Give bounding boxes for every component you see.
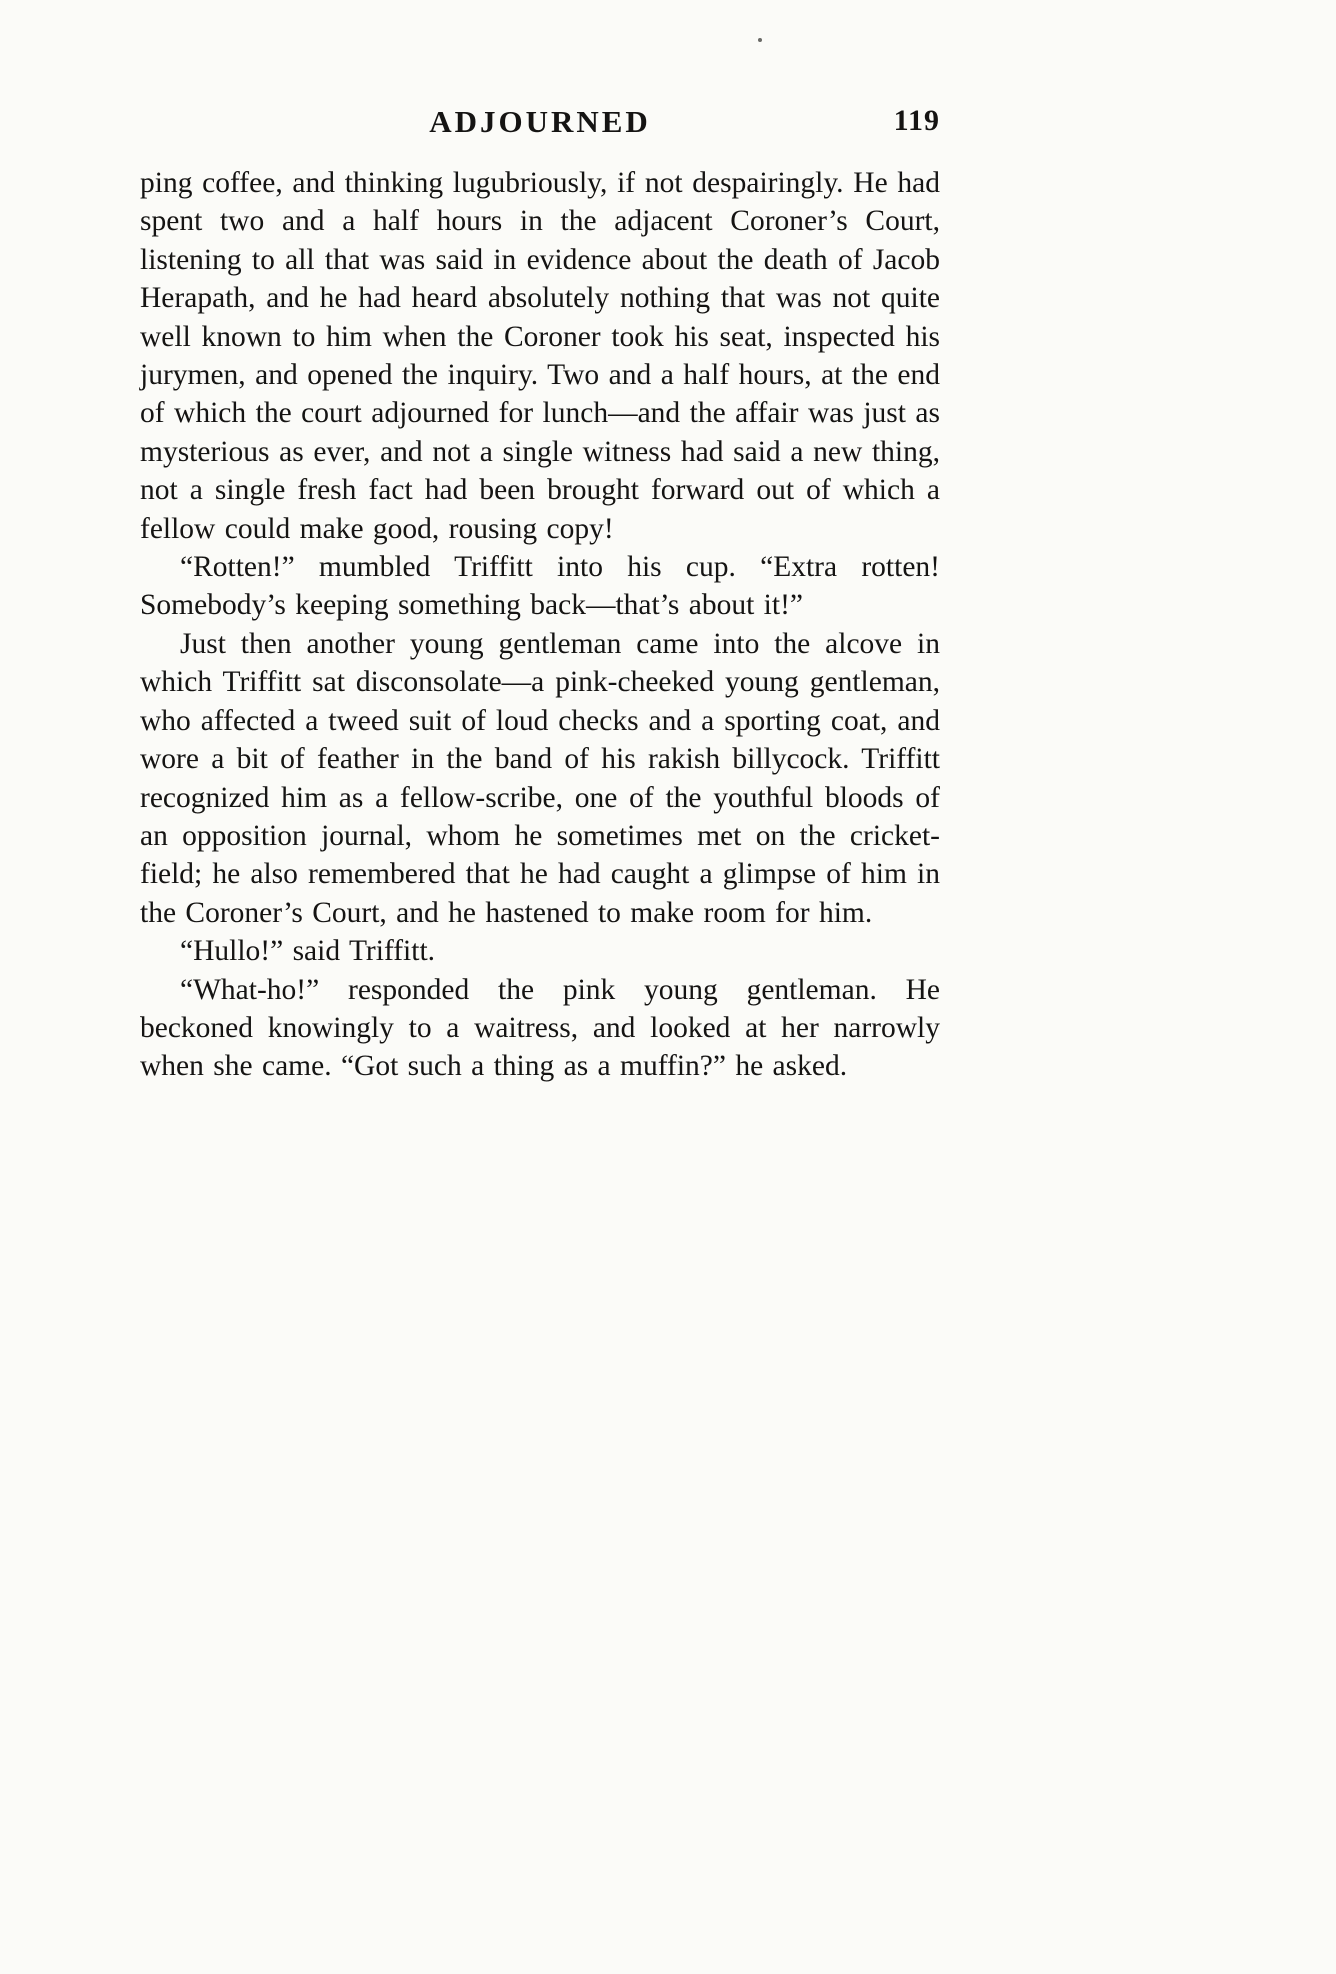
chapter-title: ADJOURNED	[429, 104, 651, 139]
paragraph: Just then another young gentleman came into the alcove in which Triffitt sat disconsolate—a pink-cheeked young gentleman, who affected a tweed suit of loud checks and a sporting coat, and wore a bit of feather in the band of his rakish billycock. Triffitt recognized him as a fellow-scribe, one of the youthful bloods of an opposition journal, whom he sometimes met on the cricket-field; he also remembered that he had caught a glimpse of him in the Coroner’s Court, and he hastened to make room for him.	[140, 627, 940, 929]
paragraph: “Rotten!” mumbled Triffitt into his cup. “Extra rotten! Somebody’s keeping something back—that’s about it!”	[140, 551, 940, 622]
text-column	[140, 104, 940, 1086]
page-body	[140, 164, 940, 1086]
page-number: 119	[893, 104, 940, 137]
scan-artifact-dot	[758, 38, 762, 42]
running-head	[140, 104, 940, 148]
paragraph: “What-ho!” responded the pink young gentleman. He beckoned knowingly to a waitress, and looked at her narrowly when she came. “Got such a thing as a muffin?” he asked.	[140, 973, 940, 1083]
paragraph: ping coffee, and thinking lugubriously, if not despairingly. He had spent two and a half hours in the adjacent Coroner’s Court, listening to all that was said in evidence about the death of Jacob Herapath, and he had heard absolutely nothing that was not quite well known to him when the Coroner took his seat, inspected his jurymen, and opened the inquiry. Two and a half hours, at the end of which the court adjourned for lunch—and the affair was just as mysterious as ever, and not a single witness had said a new thing, not a single fresh fact had been brought forward out of which a fellow could make good, rousing copy!	[140, 167, 940, 545]
paragraph: “Hullo!” said Triffitt.	[180, 935, 436, 968]
